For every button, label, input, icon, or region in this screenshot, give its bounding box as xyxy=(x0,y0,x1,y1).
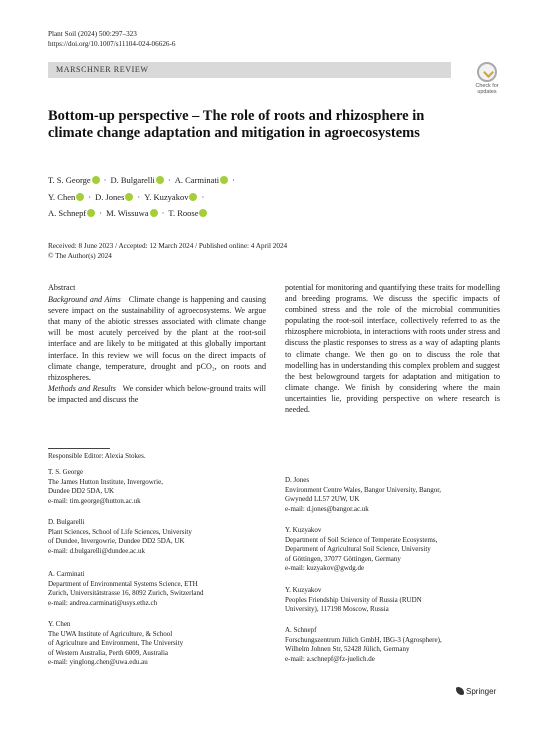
journal-citation: Plant Soil (2024) 500:297–323 xyxy=(48,30,137,38)
abstract-background xyxy=(48,294,266,383)
affiliation: T. S. George The James Hutton Institute, Invergowrie, Dundee DD2 5DA, UK e-mail: tim.george@hutton.ac.uk xyxy=(48,468,278,506)
email-link[interactable]: e-mail: d.jones@bangor.ac.uk xyxy=(285,504,369,513)
footnote-divider xyxy=(48,448,110,449)
affiliation: A. Carminati Department of Environmental Systems Science, ETH Zurich, Universitätstrasse 16, 8092 Zurich, Switzerland e-mail: andrea.carminati@usys.ethz.ch xyxy=(48,570,278,608)
affiliation: Y. Kuzyakov Department of Soil Science of Temperate Ecosystems, Department of Agricultural Soil Science, University of Göttingen, 37077 Göttingen, Germany e-mail: kuzyakov@gwdg.de xyxy=(285,526,515,573)
author[interactable]: T. S. George xyxy=(48,175,100,185)
email-link[interactable]: e-mail: kuzyakov@gwdg.de xyxy=(285,563,365,572)
abstract-right-column: potential for monitoring and quantifying these traits for modelling and breeding programs. We discuss the specific impacts of combined stress and the role of the microbial communities populating the root-soil interface, collectively referred to as the rhizosphere microbiota, in interactions with roots under stress and discuss the plastic responses to stress as a way of adapting plants to climate change. We then go on to discuss the role that modelling has in understanding this complex problem and suggest the best belowground targets for adaptation and mitigation to climate change. We finish by considering where the main uncertainties lie, providing perspective on where research is needed. xyxy=(285,283,500,415)
publisher-logo: Springer xyxy=(456,687,496,696)
responsible-editor: Responsible Editor: Alexia Stokes. xyxy=(48,452,146,460)
journal-reference xyxy=(48,30,176,49)
orcid-icon[interactable] xyxy=(156,176,164,184)
copyright: © The Author(s) 2024 xyxy=(48,251,112,260)
email-link[interactable]: e-mail: tim.george@hutton.ac.uk xyxy=(48,496,141,505)
email-link[interactable]: e-mail: yinglong.chen@uwa.edu.au xyxy=(48,657,148,666)
author[interactable]: Y. Kuzyakov xyxy=(144,192,197,202)
orcid-icon[interactable] xyxy=(76,193,84,201)
affiliation: A. Schnepf Forschungszentrum Jülich GmbH, IBG-3 (Agrosphere), Wilhelm Johnen Str, 52428 Jülich, Germany e-mail: a.schnepf@fz-juelich.de xyxy=(285,626,515,664)
affiliation: Y. Kuzyakov Peoples Friendship University of Russia (RUDN University), 117198 Moscow, Russia xyxy=(285,586,422,614)
section-label: MARSCHNER REVIEW xyxy=(56,65,149,74)
publication-dates xyxy=(48,242,287,261)
springer-horse-icon xyxy=(456,687,464,695)
author[interactable]: A. Schnepf xyxy=(48,208,95,218)
article-title: Bottom-up perspective – The role of roots and rhizosphere in climate change adaptation and mitigation in agroecosystems xyxy=(48,108,425,141)
methods-label: Methods and Results xyxy=(48,383,116,393)
doi-link[interactable]: https://doi.org/10.1007/s11104-024-06626-6 xyxy=(48,39,176,48)
methods-text: We consider which below-ground traits will be impacted and discuss the xyxy=(48,383,266,404)
background-text: Climate change is happening and causing severe impact on the sustainability of agroecosystems. We argue that many of the abiotic stresses associated with climate change will be most acutely perceived by the plant at the root-soil interface and are likely to be mitigated at this globally important interface. In this review we will focus on the direct impacts of climate change, temperature, drought and pCO₂, on roots and rhizospheres. xyxy=(48,295,267,382)
orcid-icon[interactable] xyxy=(125,193,133,201)
author[interactable]: D. Jones xyxy=(95,192,133,202)
orcid-icon[interactable] xyxy=(220,176,228,184)
orcid-icon[interactable] xyxy=(189,193,197,201)
author[interactable]: M. Wissuwa xyxy=(106,208,157,218)
email-link[interactable]: e-mail: d.bulgarelli@dundee.ac.uk xyxy=(48,546,146,555)
abstract-methods xyxy=(48,383,266,405)
affiliation: D. Bulgarelli Plant Sciences, School of Life Sciences, University of Dundee, Invergowrie, Dundee DD2 5DA, UK e-mail: d.bulgarelli@dundee.ac.uk xyxy=(48,518,278,556)
check-for-updates-badge[interactable] xyxy=(468,62,506,98)
crossmark-icon xyxy=(477,62,497,82)
author[interactable]: A. Carminati xyxy=(175,175,228,185)
abstract-left-column xyxy=(48,282,266,405)
author-list: T. S. George · D. Bulgarelli · A. Carminati · Y. Chen · D. Jones · Y. Kuzyakov · A. Schnepf · M. Wissuwa · T. Roose xyxy=(48,175,235,218)
background-label: Background and Aims xyxy=(48,295,121,305)
affiliation: D. Jones Environment Centre Wales, Bangor University, Bangor, Gwynedd LL57 2UW, UK e-mail: d.jones@bangor.ac.uk xyxy=(285,476,515,514)
orcid-icon[interactable] xyxy=(150,209,158,217)
email-link[interactable]: e-mail: andrea.carminati@usys.ethz.ch xyxy=(48,598,158,607)
orcid-icon[interactable] xyxy=(92,176,100,184)
orcid-icon[interactable] xyxy=(87,209,95,217)
abstract-heading: Abstract xyxy=(48,283,76,292)
orcid-icon[interactable] xyxy=(199,209,207,217)
author[interactable]: D. Bulgarelli xyxy=(111,175,164,185)
email-link[interactable]: e-mail: a.schnepf@fz-juelich.de xyxy=(285,654,375,663)
history-dates: Received: 8 June 2023 / Accepted: 12 March 2024 / Published online: 4 April 2024 xyxy=(48,242,288,250)
affiliation: Y. Chen The UWA Institute of Agriculture, & School of Agriculture and Environment, The University of Western Australia, Perth 6009, Australia e-mail: yinglong.chen@uwa.edu.au xyxy=(48,620,278,667)
author[interactable]: Y. Chen xyxy=(48,192,84,202)
crossmark-label: Check for updates xyxy=(475,83,499,95)
author[interactable]: T. Roose xyxy=(168,208,207,218)
